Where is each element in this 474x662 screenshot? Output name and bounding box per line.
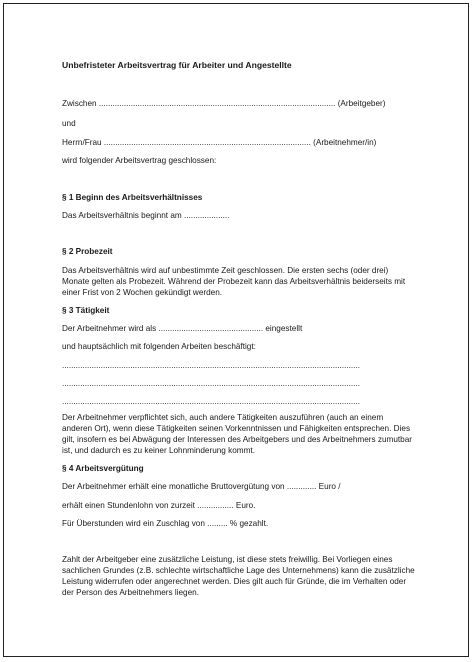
section-2-line: Monate gelten als Probezeit. Während der Probezeit kann das Arbeitsverhältnis beiderseits mit xyxy=(62,277,406,286)
extra-payment-line: Leistung widerrufen oder angerechnet werden. Dies gilt auch für Gründe, die im Verhalten oder xyxy=(62,577,407,586)
main-duties-line: und hauptsächlich mit folgenden Arbeiten beschäftigt: xyxy=(62,342,256,351)
obligation-line: ist, und dadurch es zu keiner Lohnminderung kommt. xyxy=(62,446,255,455)
section-4-heading: § 4 Arbeitsvergütung xyxy=(62,464,144,473)
and-text: und xyxy=(62,119,76,128)
hourly-pay-line: erhält einen Stundenlohn von zurzeit ................ Euro. xyxy=(62,501,256,510)
employee-line: Herrn/Frau ........................................................................................... (Arbeitnehmer/in) xyxy=(62,138,377,147)
employed-as-line: Der Arbeitnehmer wird als .............................................. eingestellt xyxy=(62,324,303,333)
obligation-line: gilt, insofern es bei Abwägung der Interessen des Arbeitgebers und des Arbeitnehmers zumutbar xyxy=(62,435,412,444)
blank-duty-line: ................................................................................................................................... xyxy=(62,397,360,406)
section-2-line: einer Frist von 2 Wochen gekündigt werden. xyxy=(62,288,223,297)
document-title: Unbefristeter Arbeitsvertrag für Arbeiter und Angestellte xyxy=(62,60,292,70)
section-3-heading: § 3 Tätigkeit xyxy=(62,306,110,315)
extra-payment-line: der Person des Arbeitnehmers liegen. xyxy=(62,588,199,597)
overtime-line: Für Überstunden wird ein Zuschlag von ......... % gezahlt. xyxy=(62,519,269,528)
obligation-line: anderen Ort), wenn diese Tätigkeiten seinen Vorkenntnissen und Fähigkeiten entsprechen. Dies xyxy=(62,424,411,433)
blank-duty-line: ................................................................................................................................... xyxy=(62,361,360,370)
contract-intro: wird folgender Arbeitsvertrag geschlossen: xyxy=(62,156,217,165)
blank-duty-line: ................................................................................................................................... xyxy=(62,379,360,388)
section-2-heading: § 2 Probezeit xyxy=(62,247,113,256)
extra-payment-line: sachlichen Grundes (z.B. schlechte wirtschaftliche Lage des Unternehmens) kann die zusätzliche xyxy=(62,566,415,575)
obligation-line: Der Arbeitnehmer verpflichtet sich, auch andere Tätigkeiten auszuführen (auch an einem xyxy=(62,413,384,422)
section-1-heading: § 1 Beginn des Arbeitsverhältnisses xyxy=(62,193,203,202)
section-1-text: Das Arbeitsverhältnis beginnt am .................... xyxy=(62,211,230,220)
section-2-line: Das Arbeitsverhältnis wird auf unbestimmte Zeit geschlossen. Die ersten sechs (oder drei) xyxy=(62,266,389,275)
monthly-pay-line: Der Arbeitnehmer erhält eine monatliche Bruttovergütung von ............. Euro / xyxy=(62,482,341,491)
extra-payment-line: Zahlt der Arbeitgeber eine zusätzliche Leistung, ist diese stets freiwillig. Bei Vorliegen eines xyxy=(62,555,393,564)
employer-line: Zwischen ........................................................................................................ (Arbeitgeber) xyxy=(62,99,386,108)
